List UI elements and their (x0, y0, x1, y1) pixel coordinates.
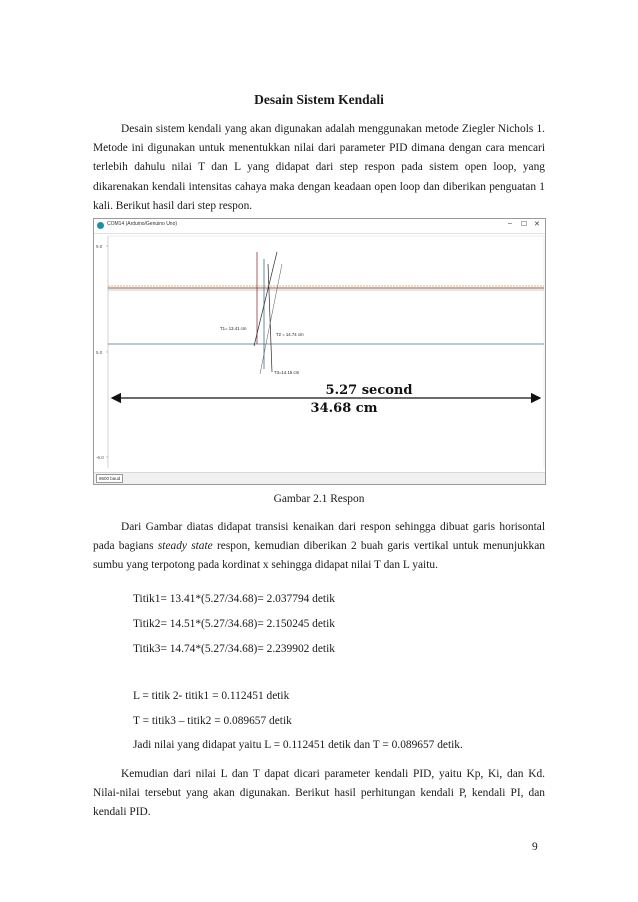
maximize-button[interactable]: ☐ (521, 221, 528, 228)
baud-rate-select[interactable]: 9600 baud (96, 474, 123, 483)
l-equation: L = titik 2- titik1 = 0.112451 detik (133, 690, 290, 702)
analysis-paragraph (93, 518, 545, 576)
t-equation: T = titik3 – titik2 = 0.089657 detik (133, 715, 292, 727)
analysis-text-emphasis: steady state (157, 540, 213, 553)
y-tick-label-top: 9.0 (96, 244, 103, 249)
slope-line (254, 252, 277, 346)
serial-plotter-screenshot (93, 218, 546, 485)
close-button[interactable]: ✕ (534, 221, 540, 228)
analysis-text-b: respon, kemudian diberikan 2 buah garis vertikal untuk menunjukkan sumbu yang terpotong pada kordinat x sehingga didapat nilai T dan L yaitu. (93, 540, 546, 572)
y-tick-label-bottom: -6.0 (96, 455, 104, 460)
closing-paragraph (93, 765, 545, 823)
intro-paragraph (93, 120, 545, 216)
marker-label-t1: T1= 13.41 cm (220, 326, 247, 331)
titik2-equation: Titik2= 14.51*(5.27/34.68)= 2.150245 detik (133, 618, 335, 630)
distance-span-label: 34.68 cm (310, 401, 378, 416)
analysis-text-a: Dari Gambar diatas didapat transisi kenaikan dari respon sehingga dibuat garis horisontal pada bagians (93, 521, 545, 553)
closing-text: Kemudian dari nilai L dan T dapat dicari parameter kendali PID, yaitu Kp, Ki, dan Kd. Nilai-nilai tersebut yang akan digunakan. Berikut hasil perhitungan kendali P, kendali PI, dan kendali PID. (93, 768, 545, 819)
window-title: COM14 (Arduino/Genuino Uno) (107, 221, 178, 227)
y-tick-label-mid: 5.0 (96, 350, 103, 355)
arduino-app-icon (97, 222, 104, 229)
titik3-equation: Titik3= 14.74*(5.27/34.68)= 2.239902 detik (133, 643, 335, 655)
window-titlebar (94, 219, 545, 234)
plotter-statusbar (94, 472, 545, 484)
figure-caption: Gambar 2.1 Respon (273, 493, 365, 505)
marker-label-t3: T3=14.15 cm (274, 370, 300, 375)
result-statement: Jadi nilai yang didapat yaitu L = 0.112451 detik dan T = 0.089657 detik. (133, 739, 463, 751)
titik1-equation: Titik1= 13.41*(5.27/34.68)= 2.037794 detik (133, 593, 335, 605)
intro-text: Desain sistem kendali yang akan digunakan adalah menggunakan metode Ziegler Nichols 1. Metode ini digunakan untuk menentukkan nilai dari parameter PID dimana dengan cara mencari terlebih dahulu nilai T dan L yang didapat dari step respon pada sistem open loop, yang dikarenakan kendali intensitas cahaya maka dengan keadaan open loop dan diberikan penguatan 1 kali. Berikut hasil dari step respon. (93, 123, 545, 212)
section-title: Desain Sistem Kendali (254, 92, 384, 107)
minimize-button[interactable]: – (508, 220, 512, 227)
time-span-label: 5.27 second (325, 383, 413, 398)
slope-line-2 (260, 264, 282, 374)
plot-area (94, 234, 546, 474)
page-number: 9 (532, 841, 538, 853)
marker-label-t2: T2 = 14.74 cm (276, 332, 304, 337)
